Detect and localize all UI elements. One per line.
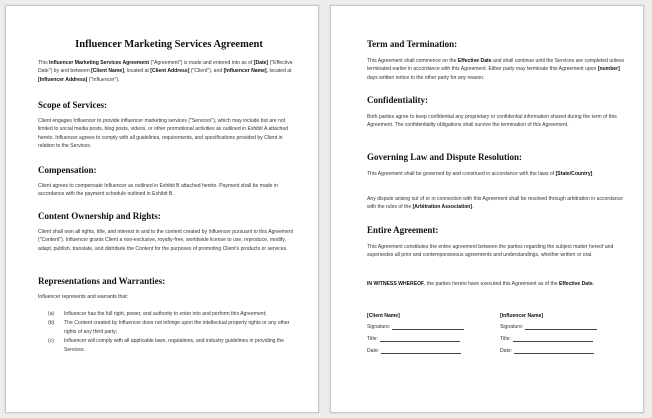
influencer-title-row: Title: — [500, 336, 620, 348]
scope-heading: Scope of Services: — [38, 100, 107, 110]
intro-paragraph: This Influencer Marketing Services Agreement ("Agreement") is made and entered into as of [Date] ("Effective Date") by and between [Client Name], located at [Client Address] ("Client"), and [Influencer Name], located at [Influencer Address] ("Influencer"). — [38, 60, 293, 83]
witness-paragraph: IN WITNESS WHEREOF, the parties hereto have executed this Agreement as of the Effective Date. — [367, 281, 595, 287]
document-page-1 — [5, 5, 319, 413]
term-heading: Term and Termination: — [367, 39, 458, 49]
confidentiality-heading: Confidentiality: — [367, 95, 429, 105]
representations-heading: Representations and Warranties: — [38, 276, 166, 286]
list-item: (c) Influencer will comply with all applicable laws, regulations, and industry guidelines in providing the Services. — [48, 338, 284, 353]
governing-law-heading: Governing Law and Dispute Resolution: — [367, 152, 523, 162]
client-signature-line[interactable] — [392, 324, 464, 330]
confidentiality-paragraph: Both parties agree to keep confidential any proprietary or confidential information shared during the term of this Agreement. The confidentiality obligations shall survive the termination of this Agreement. — [367, 114, 617, 129]
warranties-list — [48, 310, 300, 355]
influencer-title-line[interactable] — [513, 336, 593, 342]
influencer-signature-block — [500, 313, 620, 360]
client-title-line[interactable] — [380, 336, 460, 342]
influencer-signature-row: Signature: — [500, 324, 620, 336]
document-title: Influencer Marketing Services Agreement — [75, 39, 263, 50]
client-signature-block — [367, 313, 487, 360]
list-item: (a) Influencer has the full right, power, and authority to enter into and perform this Agreement; — [48, 311, 267, 317]
entire-agreement-paragraph: This Agreement constitutes the entire agreement between the parties regarding the subject matter hereof and supersedes all prior and contemporaneous agreements and understandings, whether written or oral. — [367, 244, 614, 259]
representations-lead: Influencer represents and warrants that: — [38, 294, 129, 300]
list-item: (b) The Content created by Influencer does not infringe upon the intellectual property rights or any other rights of any third party; — [48, 320, 290, 335]
client-title-row: Title: — [367, 336, 487, 348]
compensation-heading: Compensation: — [38, 165, 97, 175]
term-paragraph: This Agreement shall commence on the Effective Date and shall continue until the Services are completed unless terminated earlier in accordance with this Agreement. Either party may terminate this Agreement upon [number] days written notice to the other party for any reason. — [367, 58, 625, 81]
influencer-party-name: [Influencer Name] — [500, 313, 544, 319]
governing-law-paragraph: This Agreement shall be governed by and construed in accordance with the laws of [State/Country]. — [367, 171, 594, 177]
ownership-heading: Content Ownership and Rights: — [38, 211, 161, 221]
client-signature-row: Signature: — [367, 324, 487, 336]
ownership-paragraph: Client shall own all rights, title, and interest in and to the content created by Influencer pursuant to this Agreement ("Content"). Influencer grants Client a non-exclusive, royalty-free, worldwide license to use, reproduce, modify, adapt, publish, translate, and distribute the Content for the purposes of promoting Client's products or services. — [38, 229, 294, 252]
document-page-2 — [330, 5, 644, 413]
compensation-paragraph: Client agrees to compensate Influencer as outlined in Exhibit B attached hereto. Payment shall be made in accordance with the payment schedule outlined in Exhibit B. — [38, 183, 278, 198]
dispute-paragraph: Any dispute arising out of or in connection with this Agreement shall be resolved through arbitration in accordance with the rules of the [Arbitration Association]. — [367, 196, 623, 211]
entire-agreement-heading: Entire Agreement: — [367, 225, 439, 235]
client-party-name: [Client Name] — [367, 313, 400, 319]
client-date-line[interactable] — [381, 348, 461, 354]
scope-paragraph: Client engages Influencer to provide influencer marketing services ("Services"), which may include but are not limited to social media posts, blog posts, videos, or other promotional activities as outlined in Exhibit A attached hereto. Influencer agrees to comply with all guidelines, requirements, and specifications provided by Client in relation to the Services. — [38, 118, 289, 150]
influencer-signature-line[interactable] — [525, 324, 597, 330]
influencer-date-row: Date: — [500, 348, 620, 360]
influencer-date-line[interactable] — [514, 348, 594, 354]
client-date-row: Date: — [367, 348, 487, 360]
